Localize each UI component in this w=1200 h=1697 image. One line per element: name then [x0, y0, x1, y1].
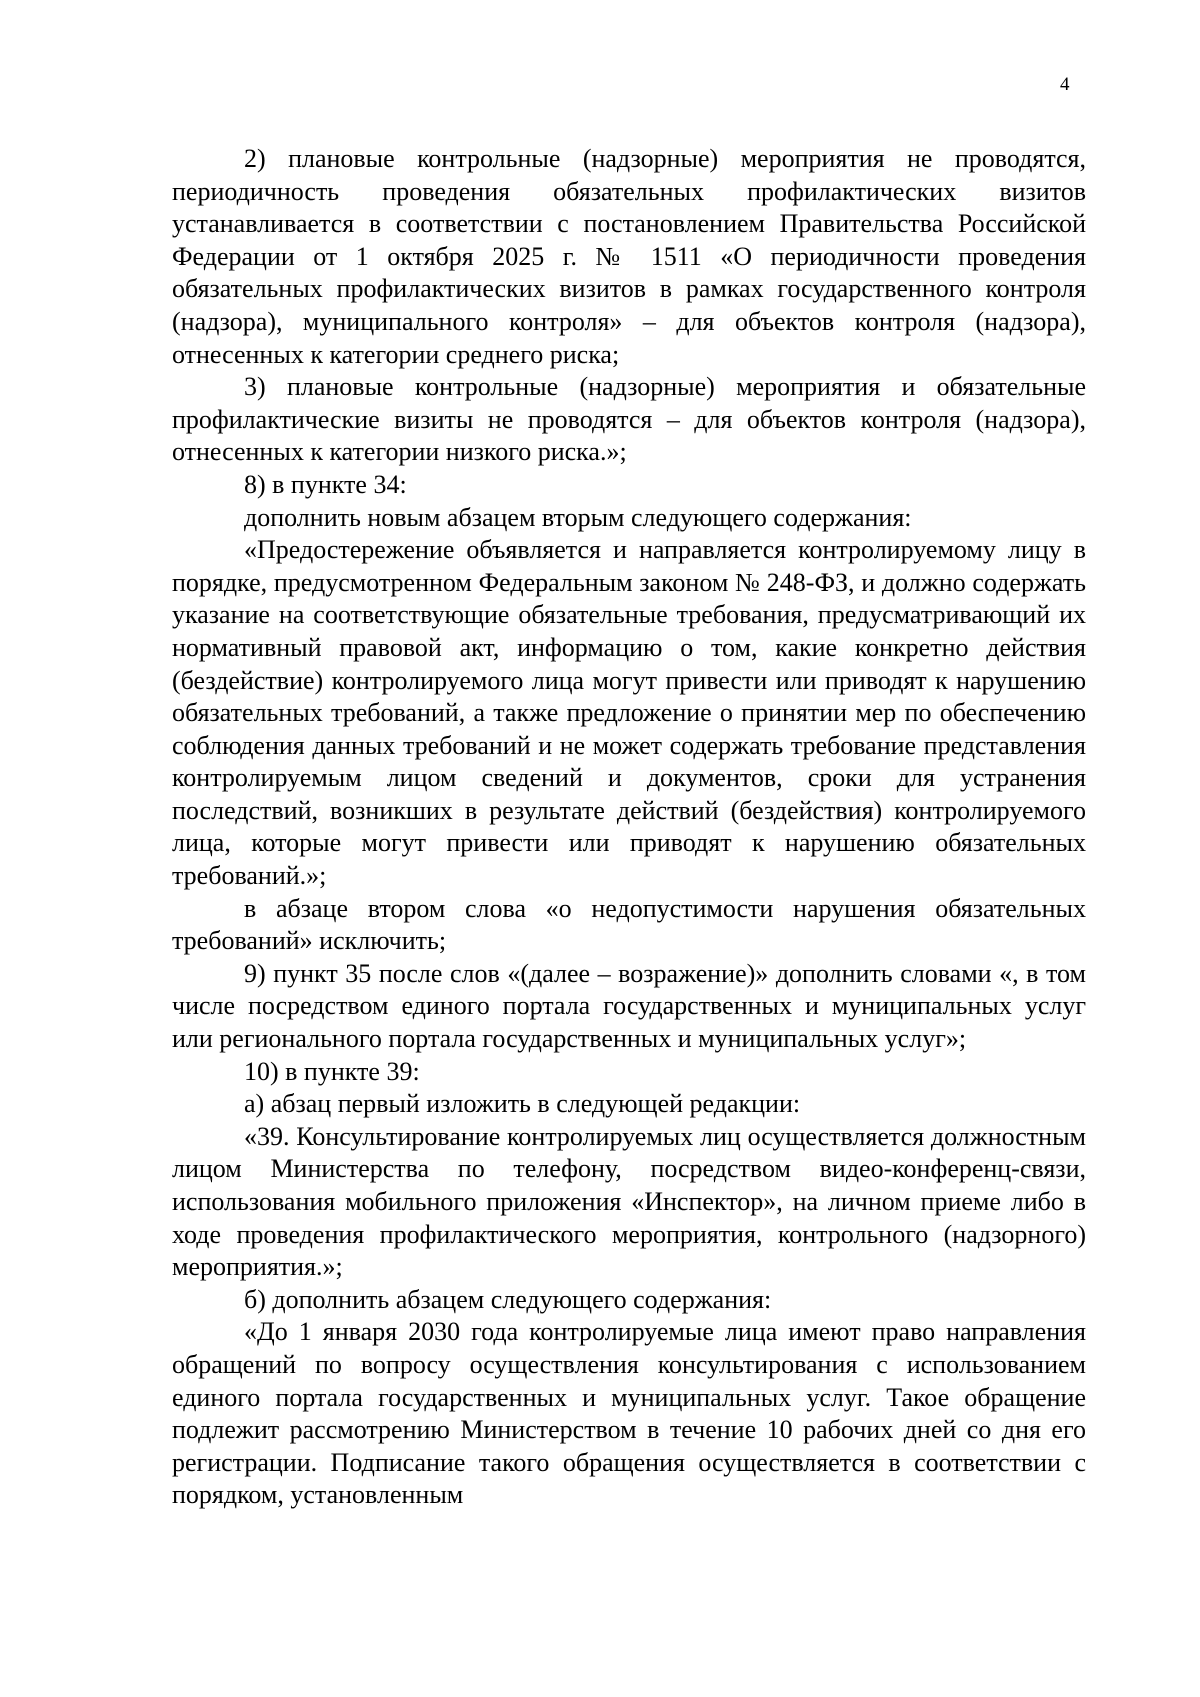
page-number: 4 [1060, 74, 1070, 95]
paragraph-sub-a: а) абзац первый изложить в следующей редакции: [244, 1089, 801, 1119]
paragraph-add-second-abzac: дополнить новым абзацем вторым следующего содержания: [244, 502, 912, 532]
paragraph-until-2030: «До 1 января 2030 года контролируемые лица имеют право направления обращений по вопросу осуществления консультирования с использованием единого портала государственных и муниципальных услуг. Такое обращение подлежит рассмотрению Министерством в течение 10 рабочих дней со дня его регистрации. Подписание такого обращения осуществляется в соответствии с порядком, установленным [172, 1317, 1086, 1510]
document-body [172, 143, 1086, 1512]
paragraph-sub-b: б) дополнить абзацем следующего содержания: [244, 1284, 772, 1314]
paragraph-point-9: 9) пункт 35 после слов «(далее – возражение)» дополнить словами «, в том числе посредством единого портала государственных и муниципальных услуг или регионального портала государственных и муниципальных услуг»; [172, 958, 1086, 1054]
paragraph-point-8: 8) в пункте 34: [244, 469, 407, 499]
paragraph-point-10: 10) в пункте 39: [244, 1056, 420, 1086]
paragraph-item-2-planned-events: 2) плановые контрольные (надзорные) мероприятия не проводятся, периодичность проведения обязательных профилактических визитов устанавливается в соответствии с постановлением Правительства Российской Федерации от 1 октября 2025 г. № 1511 «О периодичности проведения обязательных профилактических визитов в рамках государственного контроля (надзора), муниципального контроля» – для объектов контроля (надзора), отнесенных к категории среднего риска; [172, 144, 1086, 369]
paragraph-item-3-low-risk: 3) плановые контрольные (надзорные) мероприятия и обязательные профилактические визиты не проводятся – для объектов контроля (надзора), отнесенных к категории низкого риска.»; [172, 372, 1086, 467]
paragraph-warning-text: «Предостережение объявляется и направляется контролируемому лицу в порядке, предусмотренном Федеральным законом № 248-ФЗ, и должно содержать указание на соответствующие обязательные требования, предусматривающий их нормативный правовой акт, информацию о том, какие конкретно действия (бездействие) контролируемого лица могут привести или приводят к нарушению обязательных требований, а также предложение о принятии мер по обеспечению соблюдения данных требований и не может содержать требование представления контролируемым лицом сведений и документов, сроки для устранения последствий, возникших в результате действий (бездействия) контролируемого лица, которые могут привести или приводят к нарушению обязательных требований.»; [172, 535, 1086, 891]
paragraph-point-39-consulting: «39. Консультирование контролируемых лиц осуществляется должностным лицом Министерства по телефону, посредством видео-конференц-связи, использования мобильного приложения «Инспектор», на личном приеме либо в ходе проведения профилактического мероприятия, контрольного (надзорного) мероприятия.»; [172, 1121, 1086, 1282]
paragraph-exclude-words: в абзаце втором слова «о недопустимости нарушения обязательных требований» исключить; [172, 893, 1086, 956]
